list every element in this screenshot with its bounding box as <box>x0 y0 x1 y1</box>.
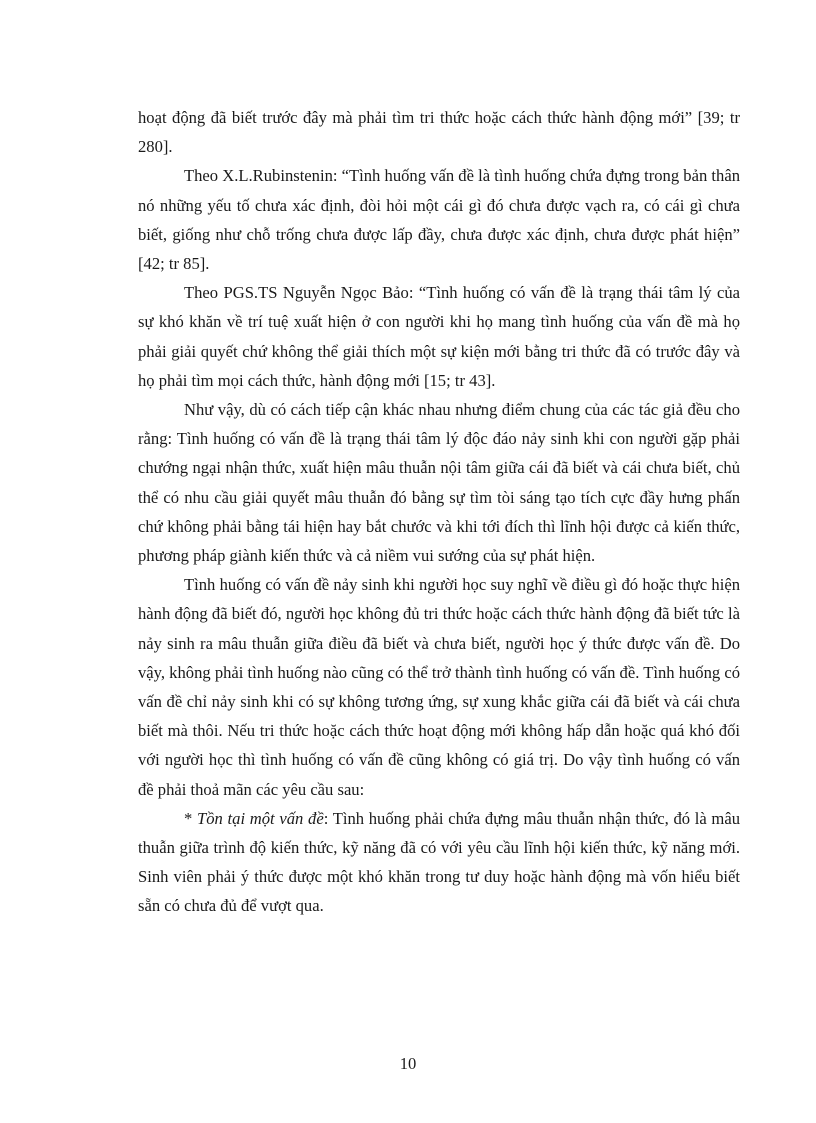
paragraph-nguyen-ngoc-bao-definition: Theo PGS.TS Nguyễn Ngọc Bảo: “Tình huống có vấn đề là trạng thái tâm lý của sự khó khăn về trí tuệ xuất hiện ở con người khi họ mang tình huống của vấn đề mà họ phải giải quyết chứ không thể giải thích một sự kiện mới bằng tri thức đã có trước đây và họ phải tìm mọi cách thức, hành động mới [15; tr 43]. <box>138 283 740 390</box>
bullet-marker: * <box>184 808 198 828</box>
body-text <box>138 103 740 921</box>
paragraph-problem-situation: Tình huống có vấn đề nảy sinh khi người học suy nghĩ về điều gì đó hoặc thực hiện hành động đã biết đó, người học không đủ tri thức hoặc cách thức hành động đã biết tức là nảy sinh ra mâu thuẫn giữa điều đã biết và chưa biết, người học ý thức được vấn đề. Do vậy, không phải tình huống nào cũng có thể trở thành tình huống có vấn đề. Tình huống có vấn đề chỉ nảy sinh khi có sự không tương ứng, sự xung khắc giữa cái đã biết và cái chưa biết mà thôi. Nếu tri thức hoặc cách thức hoạt động mới không hấp dẫn hoặc quá khó đối với người học thì tình huống có vấn đề cũng không có giá trị. Do vậy tình huống có vấn đề phải thoả mãn các yêu cầu sau: <box>138 575 740 799</box>
paragraph-requirement-1 <box>138 804 740 921</box>
paragraph-rubinstein-definition: Theo X.L.Rubinstenin: “Tình huống vấn đề là tình huống chứa đựng trong bản thân nó những yếu tố chưa xác định, đòi hỏi một cái gì đó chưa được vạch ra, có cái gì chưa biết, giống như chỗ trống chưa được lấp đầy, chưa được xác định, chưa được phát hiện” [42; tr 85]. <box>138 166 740 274</box>
page-number: 10 <box>399 1054 417 1073</box>
paragraph-summary: Như vậy, dù có cách tiếp cận khác nhau nhưng điểm chung của các tác giả đều cho rằng: Tình huống có vấn đề là trạng thái tâm lý độc đáo nảy sinh khi con người gặp phải chướng ngại nhận thức, xuất hiện mâu thuẫn nội tâm giữa cái đã biết và cái chưa biết, chủ thể có nhu cầu giải quyết mâu thuẫn đó bằng sự tìm tòi sáng tạo tích cực đầy hưng phấn chứ không phải bằng tái hiện hay bắt chước và khi tới đích thì lĩnh hội được cả kiến thức, phương pháp giành kiến thức và cả niềm vui sướng của sự phát hiện. <box>138 400 740 566</box>
paragraph-continuation: hoạt động đã biết trước đây mà phải tìm tri thức hoặc cách thức hành động mới” [39; tr 280]. <box>138 108 740 157</box>
requirement-text: : Tình huống phải chứa đựng mâu thuẫn nhận thức, đó là mâu thuẫn giữa trình độ kiến thức, kỹ năng đã có với yêu cầu lĩnh hội kiến thức, kỹ năng mới. Sinh viên phải ý thức được một khó khăn trong tư duy hoặc hành động mà vốn hiểu biết sẵn có chưa đủ để vượt qua. <box>138 808 740 916</box>
requirement-heading: Tồn tại một vấn đề <box>197 808 324 828</box>
